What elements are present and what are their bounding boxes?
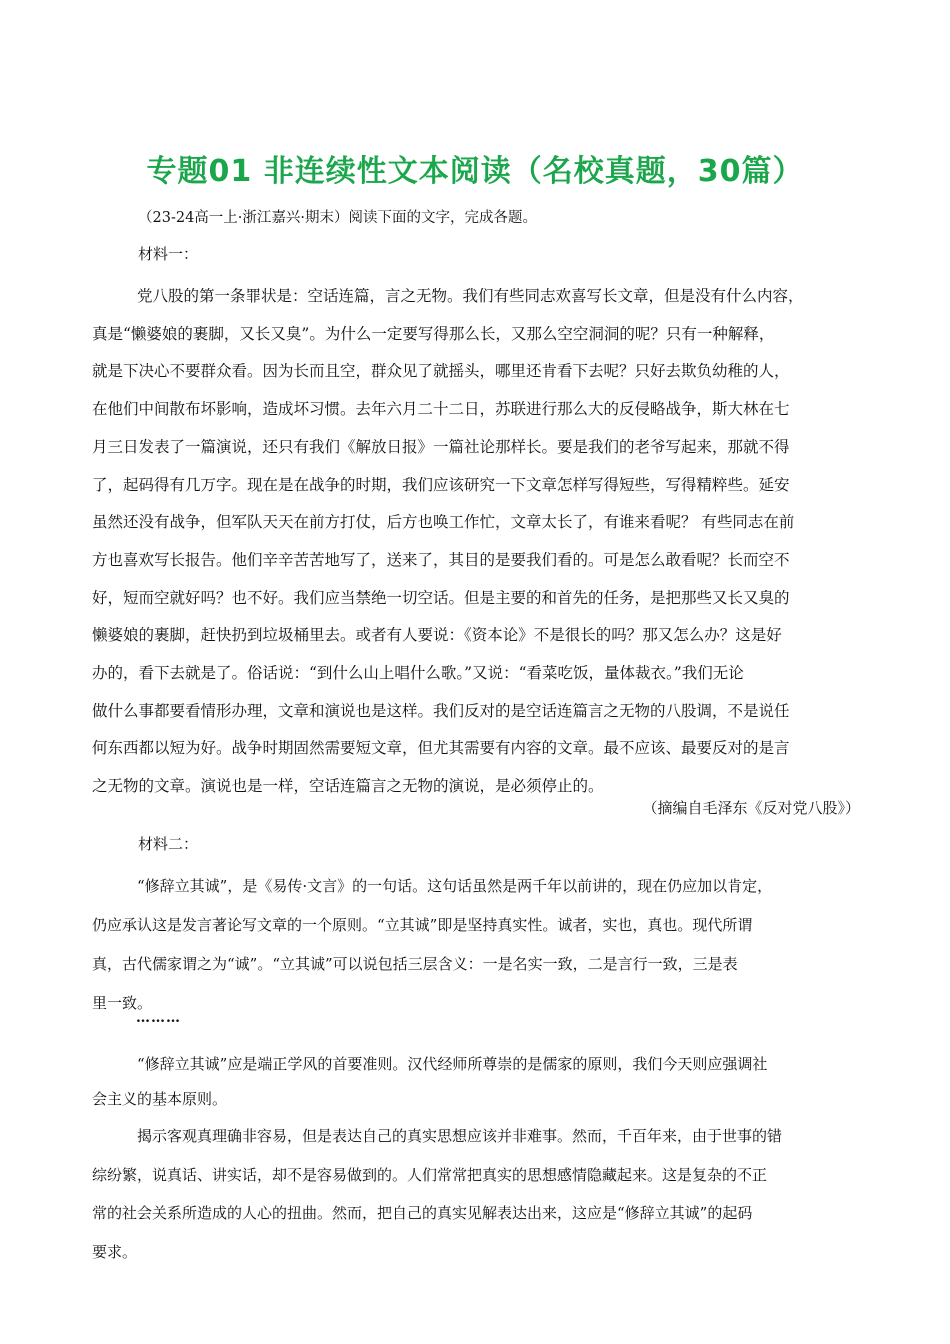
document-title: 专题01 非连续性文本阅读（名校真题，30篇） [146,154,804,189]
paragraph-line: 真，古代儒家谓之为“诚”。“立其诚”可以说包括三层含义：一是名实一致，二是言行一致，三是表 [92,955,738,973]
paragraph-line: 常的社会关系所造成的人心的扭曲。然而，把自己的真实见解表达出来，这应是“修辞立其诚”的起码 [92,1204,753,1222]
paragraph-line: “修辞立其诚”应是端正学风的首要准则。汉代经师所尊崇的是儒家的原则，我们今天则应强调社 [137,1055,768,1073]
paragraph-line: 虽然还没有战争，但军队天天在前方打仗，后方也唤工作忙，文章太长了，有谁来看呢？ 有些同志在前 [92,513,795,532]
paragraph-line: 就是下决心不要群众看。因为长而且空，群众见了就摇头，哪里还肯看下去呢？只好去欺负幼稚的人， [92,362,790,381]
material-one-citation: （摘编自毛泽东《反对党八股》） [642,799,860,817]
paragraph-line: 党八股的第一条罪状是：空话连篇，言之无物。我们有些同志欢喜写长文章，但是没有什么内容， [137,287,804,305]
paragraph-line: 要求。 [92,1242,138,1261]
paragraph-line: 之无物的文章。演说也是一样，空话连篇言之无物的演说，是必须停止的。 [92,777,604,796]
material-two-paragraph-3 [92,1117,862,1271]
paragraph-line: 仍应承认这是发言著论写文章的一个原则。“立其诚”即是坚持真实性。诚者，实也，真也。现代所谓 [92,916,753,934]
material-two-paragraph-1 [92,867,862,1023]
material-one-text [92,278,862,806]
paragraph-line: 何东西都以短为好。战争时期固然需要短文章，但尤其需要有内容的文章。最不应该、最要反对的是言 [92,739,790,758]
paragraph-line: 真是“懒婆娘的裹脚，又长又臭”。为什么一定要写得那么长，又那么空空洞洞的呢？只有一种解释， [92,324,775,343]
paragraph-line: 办的，看下去就是了。俗话说：“到什么山上唱什么歌。”又说：“看菜吃饭，量体裁衣。”我们无论 [92,664,744,683]
question-intro: （23-24高一上·浙江嘉兴·期末）阅读下面的文字，完成各题。 [138,210,538,226]
material-two-paragraph-2 [92,1047,862,1117]
paragraph-line: 了，起码得有几万字。现在是在战争的时期，我们应该研究一下文章怎样写得短些，写得精粹些。延安 [92,475,790,494]
paragraph-line: 月三日发表了一篇演说，还只有我们《解放日报》一篇社论那样长。要是我们的老爷写起来，那就不得 [92,437,790,456]
paragraph-line: “修辞立其诚”，是《易传·文言》的一句话。这句话虽然是两千年以前讲的，现在仍应加以肯定， [137,877,773,895]
paragraph-line: 综纷繁，说真话、讲实话，却不是容易做到的。人们常常把真实的思想感情隐藏起来。这是复杂的不正 [92,1165,768,1184]
paragraph-line: 在他们中间散布坏影响，造成坏习惯。去年六月二十二日，苏联进行那么大的反侵略战争，斯大林在七 [92,400,790,419]
paragraph-line: 揭示客观真理确非容易，但是表达自己的真实思想应该并非难事。然而，千百年来，由于世事的错 [137,1127,783,1145]
material-two-label: 材料二： [138,835,199,853]
material-one-label: 材料一： [138,245,199,263]
paragraph-line: 好，短而空就好吗？也不好。我们应当禁绝一切空话。但是主要的和首先的任务，是把那些又长又臭的 [92,588,790,607]
paragraph-line: 会主义的基本原则。 [92,1090,228,1108]
paragraph-line: 做什么事都要看情形办理，文章和演说也是这样。我们反对的是空话连篇言之无物的八股调，不是说任 [92,701,790,720]
paragraph-line: 懒婆娘的裹脚，赶快扔到垃圾桶里去。或者有人要说：《资本论》不是很长的吗？那又怎么办？这是好 [92,626,782,645]
paragraph-line: 方也喜欢写长报告。他们辛辛苦苦地写了，送来了，其目的是要我们看的。可是怎么敢看呢？长而空不 [92,550,790,569]
paragraph-line: 里一致。 [92,994,153,1012]
ellipsis: ……… [136,1010,181,1026]
